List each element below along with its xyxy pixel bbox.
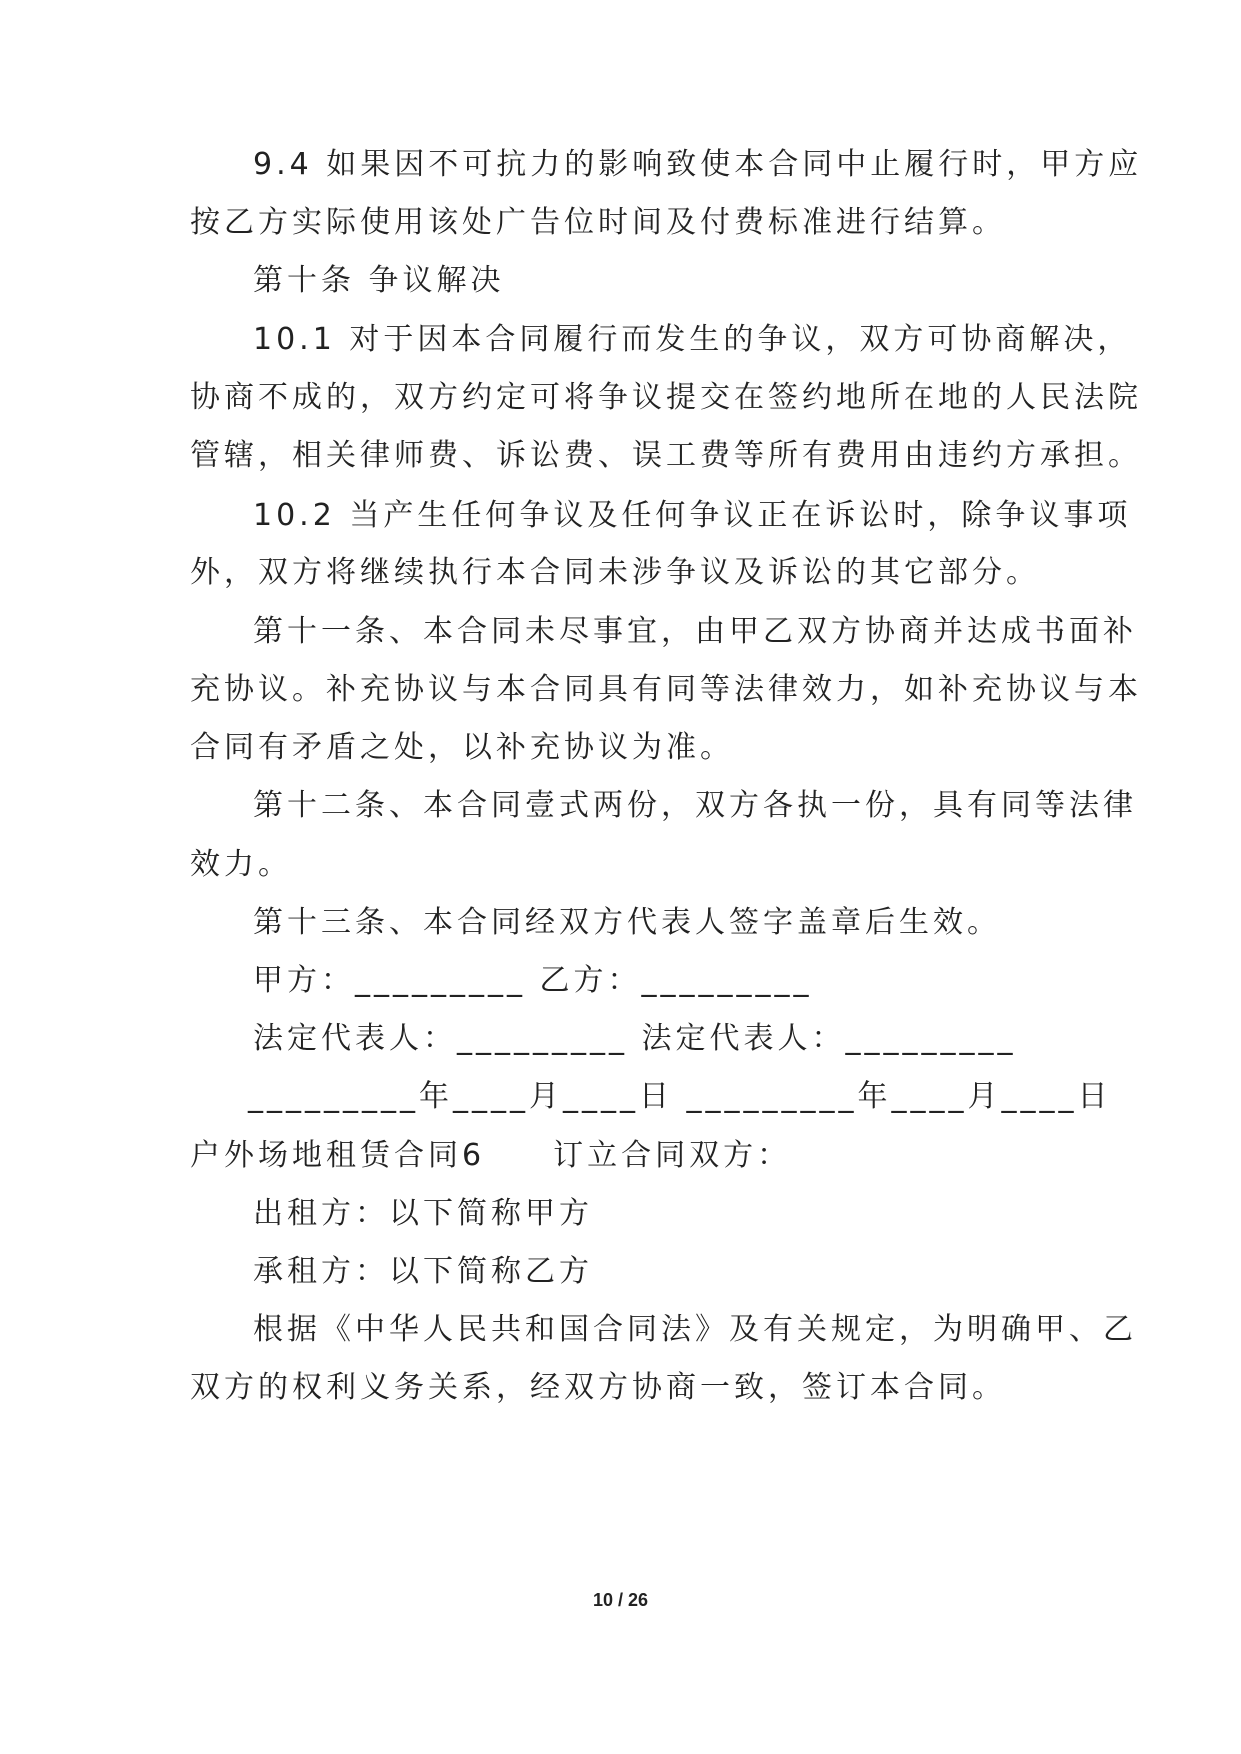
article-12-line-1: 第十二条、本合同壹式两份，双方各执一份，具有同等法律 <box>253 788 1137 823</box>
date-line: _________年____月____日 _________年____月____日 <box>248 1079 1112 1114</box>
clause-10-1-line-1: 10.1 对于因本合同履行而发生的争议，双方可协商解决， <box>253 322 1132 357</box>
clause-10-1-line-2: 协商不成的，双方约定可将争议提交在签约地所在地的人民法院 <box>190 380 1142 415</box>
article-12-line-2: 效力。 <box>190 847 292 882</box>
preamble-line-1: 根据《中华人民共和国合同法》及有关规定，为明确甲、乙 <box>253 1312 1137 1347</box>
lessee-line: 承租方：以下简称乙方 <box>253 1254 593 1289</box>
article-11-line-1: 第十一条、本合同未尽事宜，由甲乙双方协商并达成书面补 <box>253 614 1137 649</box>
lessor-line: 出租方：以下简称甲方 <box>253 1196 593 1231</box>
article-11-line-2: 充协议。补充协议与本合同具有同等法律效力，如补充协议与本 <box>190 672 1142 707</box>
clause-9-4-line-1: 9.4 如果因不可抗力的影响致使本合同中止履行时，甲方应 <box>253 147 1143 182</box>
clause-10-2-line-1: 10.2 当产生任何争议及任何争议正在诉讼时，除争议事项 <box>253 498 1132 533</box>
preamble-line-2: 双方的权利义务关系，经双方协商一致，签订本合同。 <box>190 1370 1006 1405</box>
clause-10-2-line-2: 外，双方将继续执行本合同未涉争议及诉讼的其它部分。 <box>190 555 1040 590</box>
article-10-heading: 第十条 争议解决 <box>253 263 505 298</box>
clause-9-4-line-2: 按乙方实际使用该处广告位时间及付费标准进行结算。 <box>190 205 1006 240</box>
party-signature-line: 甲方：_________ 乙方：_________ <box>253 963 813 998</box>
clause-10-1-line-3: 管辖，相关律师费、诉讼费、误工费等所有费用由违约方承担。 <box>190 438 1142 473</box>
article-13-line: 第十三条、本合同经双方代表人签字盖章后生效。 <box>253 905 1001 940</box>
article-11-line-3: 合同有矛盾之处，以补充协议为准。 <box>190 730 734 765</box>
representative-signature-line: 法定代表人：_________ 法定代表人：_________ <box>253 1021 1017 1056</box>
page-number: 10 / 26 <box>592 1590 649 1610</box>
contract-6-title-line: 户外场地租赁合同6 订立合同双方： <box>190 1138 792 1173</box>
